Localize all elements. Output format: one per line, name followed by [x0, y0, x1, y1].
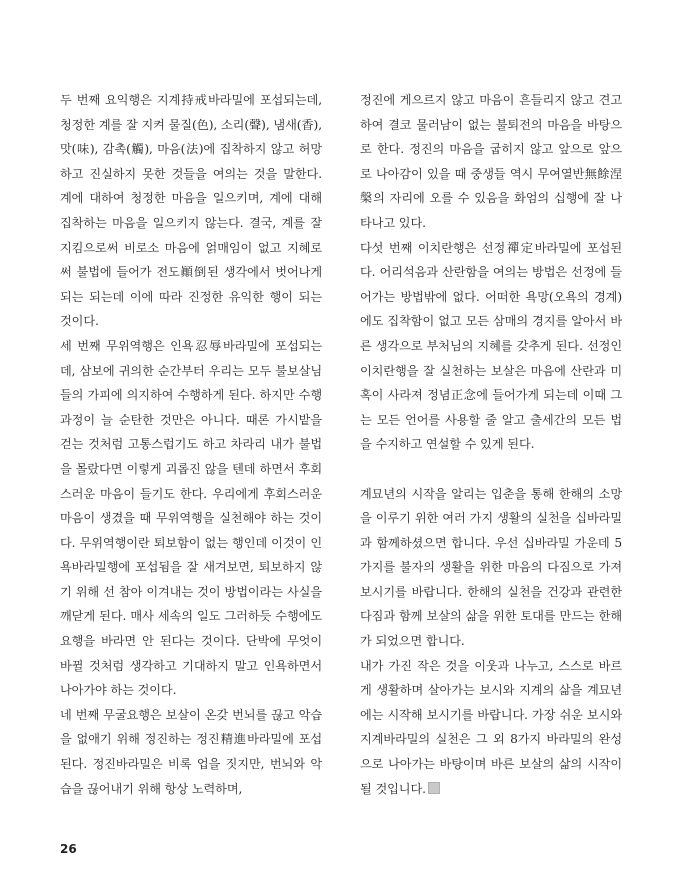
- paragraph-gap: [360, 457, 622, 482]
- right-column: [360, 88, 622, 801]
- paragraph-closing: [360, 654, 622, 802]
- paragraph-fifth-practice: 다섯 번째 이치란행은 선정禪定바라밀에 포섭된다. 어리석음과 산란함을 여의는 방법은 선정에 들어가는 방법밖에 없다. 어떠한 욕망(오욕의 경계)에도 집착함이 없고 모든 삼매의 경지를 알아서 바른 생각으로 부처님의 지혜를 갖추게 된다. 선정인 이치란행을 잘 실천하는 보살은 마음에 산란과 미혹이 사라져 정념正念에 들어가게 되는데 이때 그는 모든 언어를 사용할 줄 알고 출세간의 모든 법을 수지하고 연설할 수 있게 된다.: [360, 240, 622, 452]
- paragraph-closing-text: 내가 가진 작은 것을 이웃과 나누고, 스스로 바르게 생활하며 살아가는 보시와 지계의 삶을 계묘년에는 시작해 보시기를 바랍니다. 가장 쉬운 보시와 지계바라밀의 실천은 그 외 8가지 바라밀의 완성으로 나아가는 바탕이며 바른 보살의 삶의 시작이 될 것입니다.: [360, 658, 622, 796]
- left-column: [60, 88, 322, 801]
- paragraph-third-practice: 세 번째 무위역행은 인욕忍辱바라밀에 포섭되는데, 삼보에 귀의한 순간부터 우리는 모두 불보살님들의 가피에 의지하여 수행하게 된다. 하지만 수행 과정이 늘 순탄한 것만은 아니다. 때론 가시밭을 걷는 것처럼 고통스럽기도 하고 차라리 내가 불법을 몰랐다면 이렇게 괴롭진 않을 텐데 하면서 후회스러운 마음이 들기도 한다. 우리에게 후회스러운 마음이 생겼을 때 무위역행을 실천해야 하는 것이다. 무위역행이란 퇴보함이 없는 행인데 이것이 인욕바라밀행에 포섭됨을 잘 새겨보면, 퇴보하지 않기 위해 선 참아 이겨내는 것이 방법이라는 사실을 깨닫게 된다. 매사 세속의 일도 그러하듯 수행에도 요행을 바라면 안 된다는 것이다. 단박에 무엇이 바뀔 것처럼 생각하고 기대하지 말고 인욕하면서 나아가야 하는 것이다.: [60, 338, 322, 698]
- paragraph-fourth-practice-continued: 정진에 게으르지 않고 마음이 흔들리지 않고 견고하여 결코 물러남이 없는 불퇴전의 마음을 바탕으로 한다. 정진의 마음을 굽히지 않고 앞으로 앞으로 나아감이 있을 때 중생들 역시 무여열반無餘涅槃의 자리에 오를 수 있음을 화엄의 십행에 잘 나타나고 있다.: [360, 93, 622, 230]
- paragraph-second-practice: 두 번째 요익행은 지계持戒바라밀에 포섭되는데, 청정한 계를 잘 지켜 물질(色), 소리(聲), 냄새(香), 맛(味), 감촉(觸), 마음(法)에 집착하지 않고 허망하고 진실하지 못한 것들을 여의는 것을 말한다. 계에 대하여 청정한 마음을 일으키며, 계에 대해 집착하는 마음을 일으키지 않는다. 결국, 계를 잘 지킴으로써 비로소 마음에 얽매임이 없고 지혜로써 불법에 들어가 전도顚倒된 생각에서 벗어나게 되는 되는데 이에 따라 진정한 유익한 행이 되는 것이다.: [60, 93, 322, 329]
- paragraph-fourth-practice: 네 번째 무굴요행은 보살이 온갖 번뇌를 끊고 악습을 없애기 위해 정진하는 정진精進바라밀에 포섭된다. 정진바라밀은 비록 업을 짓지만, 번뇌와 악습을 끊어내기 위해 항상 노력하며,: [60, 707, 322, 796]
- page-number: 26: [60, 842, 77, 856]
- paragraph-new-year-wish: 계묘년의 시작을 알리는 입춘을 통해 한해의 소망을 이루기 위한 여러 가지 생활의 실천을 십바라밀과 함께하셨으면 합니다. 우선 십바라밀 가운데 5가지를 불자의 생활을 위한 마음의 다짐으로 가져보시기를 바랍니다. 한해의 실천을 건강과 관련한 다짐과 함께 보살의 삶을 위한 토대를 만드는 한해가 되었으면 합니다.: [360, 486, 622, 649]
- end-square-icon: [428, 782, 440, 794]
